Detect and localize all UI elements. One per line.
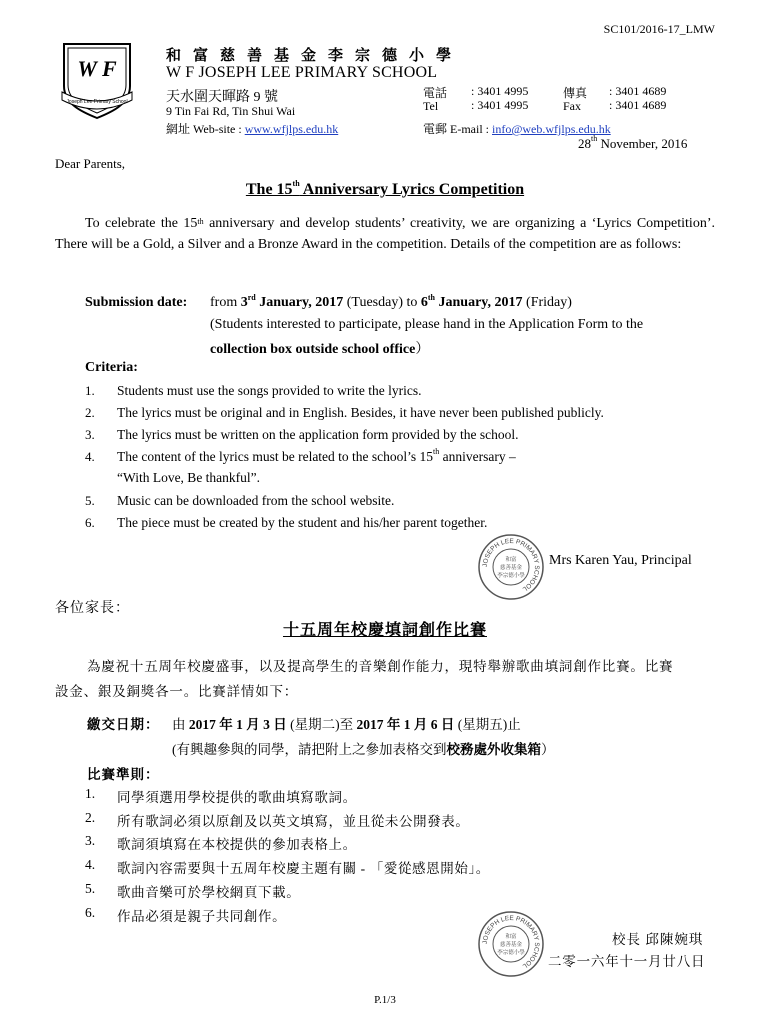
title-chinese: 十五周年校慶填詞創作比賽: [282, 622, 487, 639]
criteria-number: 3.: [85, 427, 95, 442]
submission-label: Submission date:: [85, 295, 188, 310]
zh-criteria-number: 2.: [85, 810, 96, 825]
criteria-item: The lyrics must be written on the application form provided by the school.: [117, 427, 519, 442]
title-english: [0, 181, 770, 199]
sub-day1-weekday: (Tuesday) to: [343, 295, 421, 310]
tel-number-2: : 3401 4995: [471, 98, 529, 112]
date-suffix: th: [591, 134, 598, 143]
email-line: [423, 120, 611, 137]
zh-criteria-number: 5.: [85, 881, 96, 896]
logo-letters: W F: [77, 56, 117, 81]
zh-criteria-item: 作品必須是親子共同創作。: [117, 909, 287, 924]
criteria-4-sup: th: [433, 447, 440, 456]
zh-criteria-item: 歌詞內容需要與十五周年校慶主題有關 - 「愛從感恩開始」。: [117, 861, 490, 876]
zh-criteria-number: 3.: [85, 833, 96, 848]
zh-criteria-number: 6.: [85, 905, 96, 920]
seal-center-line-3: 李宗德小學: [497, 573, 525, 579]
website-link[interactable]: www.wfjlps.edu.hk: [244, 122, 339, 136]
zh-note-part-a: (有興趣參與的同學，請把附上之參加表格交到: [172, 742, 447, 757]
criteria-item: [117, 449, 516, 465]
para-part-b: anniversary and develop students’ creativity, we are organizing a ‘Lyrics Competition’. There will be a Gold, a Silver and a Bronze Award in the competition. Details of the competition are as follows:: [55, 216, 715, 252]
para-sup: th: [197, 217, 204, 226]
zh-criteria-number: 4.: [85, 857, 96, 872]
school-logo: [60, 40, 134, 120]
intro-paragraph-chinese-line-2: 設金、銀及銅獎各一。比賽詳情如下：: [55, 684, 299, 699]
email-label: 電郵 E-mail :: [423, 122, 492, 136]
zh-criteria-item: 同學須選用學校提供的歌曲填寫歌詞。: [117, 790, 357, 805]
title-part-a: The 15: [245, 181, 293, 198]
submission-note-2: [210, 338, 429, 358]
title-part-b: Anniversary Lyrics Competition: [299, 181, 525, 198]
criteria-item: Music can be downloaded from the school website.: [117, 493, 395, 508]
zh-sub-part-a: 由: [172, 717, 189, 732]
logo-ribbon-text: Joseph Lee Primary School: [66, 99, 128, 105]
criteria-number: 6.: [85, 515, 95, 530]
criteria-number: 1.: [85, 383, 95, 398]
greeting-english: Dear Parents,: [55, 156, 126, 171]
zh-sub-part-e: (星期五)止: [454, 717, 521, 732]
sub-note-end: ）: [415, 342, 430, 357]
criteria-item-continued: “With Love, Be thankful”.: [117, 470, 261, 485]
fax-label-english: Fax: [563, 99, 581, 113]
greeting-chinese: 各位家長：: [55, 601, 130, 616]
criteria-label-chinese: 比賽準則：: [87, 767, 160, 782]
intro-paragraph-chinese-line-1: 為慶祝十五周年校慶盛事，以及提高學生的音樂創作能力，現特舉辦歌曲填詞創作比賽。比賽: [87, 659, 674, 674]
criteria-label-english: Criteria:: [85, 360, 138, 375]
tel-number-1: : 3401 4995: [471, 84, 529, 98]
submission-note-chinese: [172, 738, 555, 758]
para-part-a: To celebrate the 15: [85, 216, 198, 231]
zh-sub-date1: 2017 年 1 月 3 日: [188, 717, 287, 732]
fax-number-1: : 3401 4689: [609, 84, 667, 98]
sub-day1-sup: rd: [247, 293, 256, 302]
submission-label-chinese: 繳交日期：: [87, 717, 160, 732]
criteria-number: 5.: [85, 493, 95, 508]
zh-criteria-number: 1.: [85, 786, 96, 801]
sub-day1-rest: January, 2017: [255, 295, 344, 310]
sub-day2-rest: January, 2017: [435, 295, 523, 310]
reference-number: SC101/2016-17_LMW: [603, 22, 715, 36]
school-seal-stamp: [477, 533, 545, 601]
submission-dates-chinese: [172, 713, 521, 733]
seal-center-line-1: 和富: [505, 934, 517, 940]
submission-note-1: (Students interested to participate, please hand in the Application Form to the: [210, 317, 644, 332]
address-english: 9 Tin Fai Rd, Tin Shui Wai: [166, 104, 296, 118]
tel-label-english: Tel: [423, 99, 439, 113]
zh-criteria-item: 歌詞須填寫在本校提供的參加表格上。: [117, 837, 357, 852]
criteria-4-part-a: The content of the lyrics must be related to the school’s 15: [117, 449, 434, 464]
school-seal-stamp: [477, 910, 545, 978]
sub-from: from: [210, 295, 241, 310]
zh-note-bold: 校務處外收集箱: [446, 742, 541, 757]
zh-criteria-item: 所有歌詞必須以原創及以英文填寫，並且從未公開發表。: [117, 814, 470, 829]
website-label: 網址 Web-site :: [166, 122, 245, 136]
seal-center-line-2: 慈善基金: [499, 942, 523, 948]
seal-center-line-3: 李宗德小學: [497, 950, 525, 956]
fax-label-chinese: 傳真: [563, 86, 588, 100]
date-day: 28: [578, 136, 591, 151]
letter-date-chinese: 二零一六年十一月廿八日: [548, 954, 706, 969]
submission-dates: [210, 295, 572, 311]
title-sup: th: [292, 179, 300, 188]
school-name-chinese: 和富慈善基金李宗德小學: [166, 48, 464, 64]
letter-date: [578, 136, 687, 152]
sub-day2-weekday: (Friday): [522, 295, 572, 310]
sub-day2: 6: [420, 295, 428, 310]
date-rest: November, 2016: [597, 136, 688, 151]
criteria-item: The lyrics must be original and in English. Besides, it have never been published publicly.: [117, 405, 604, 420]
tel-label-chinese: 電話: [423, 86, 448, 100]
seal-ring-text: JOSEPH LEE PRIMARY SCHOOL: [481, 914, 541, 970]
criteria-number: 4.: [85, 449, 95, 464]
address-chinese: 天水圍天暉路 9 號: [166, 90, 278, 105]
fax-number-2: : 3401 4689: [609, 98, 667, 112]
zh-sub-date2: 2017 年 1 月 6 日: [356, 717, 455, 732]
sub-note-bold: collection box outside school office: [210, 342, 416, 357]
principal-signature-english: Mrs Karen Yau, Principal: [549, 553, 692, 568]
school-name-english: W F JOSEPH LEE PRIMARY SCHOOL: [166, 64, 438, 81]
zh-note-end: ）: [541, 742, 555, 757]
sub-day1: 3: [240, 295, 248, 310]
criteria-item: Students must use the songs provided to write the lyrics.: [117, 383, 422, 398]
zh-sub-part-c: (星期二)至: [286, 717, 357, 732]
seal-center-line-2: 慈善基金: [499, 565, 523, 571]
intro-paragraph-english: [55, 213, 715, 255]
criteria-4-part-b: anniversary –: [439, 449, 516, 464]
principal-signature-chinese: 校長 邱陳婉琪: [612, 932, 704, 947]
email-link[interactable]: info@web.wfjlps.edu.hk: [492, 122, 611, 136]
website-line: [166, 120, 338, 137]
page-number: P.1/3: [374, 994, 396, 1006]
criteria-number: 2.: [85, 405, 95, 420]
seal-center-line-1: 和富: [505, 557, 517, 563]
sub-day2-sup: th: [427, 293, 436, 302]
seal-ring-text: JOSEPH LEE PRIMARY SCHOOL: [481, 537, 541, 593]
zh-criteria-item: 歌曲音樂可於學校網頁下載。: [117, 885, 301, 900]
criteria-item: The piece must be created by the student and his/her parent together.: [117, 515, 488, 530]
